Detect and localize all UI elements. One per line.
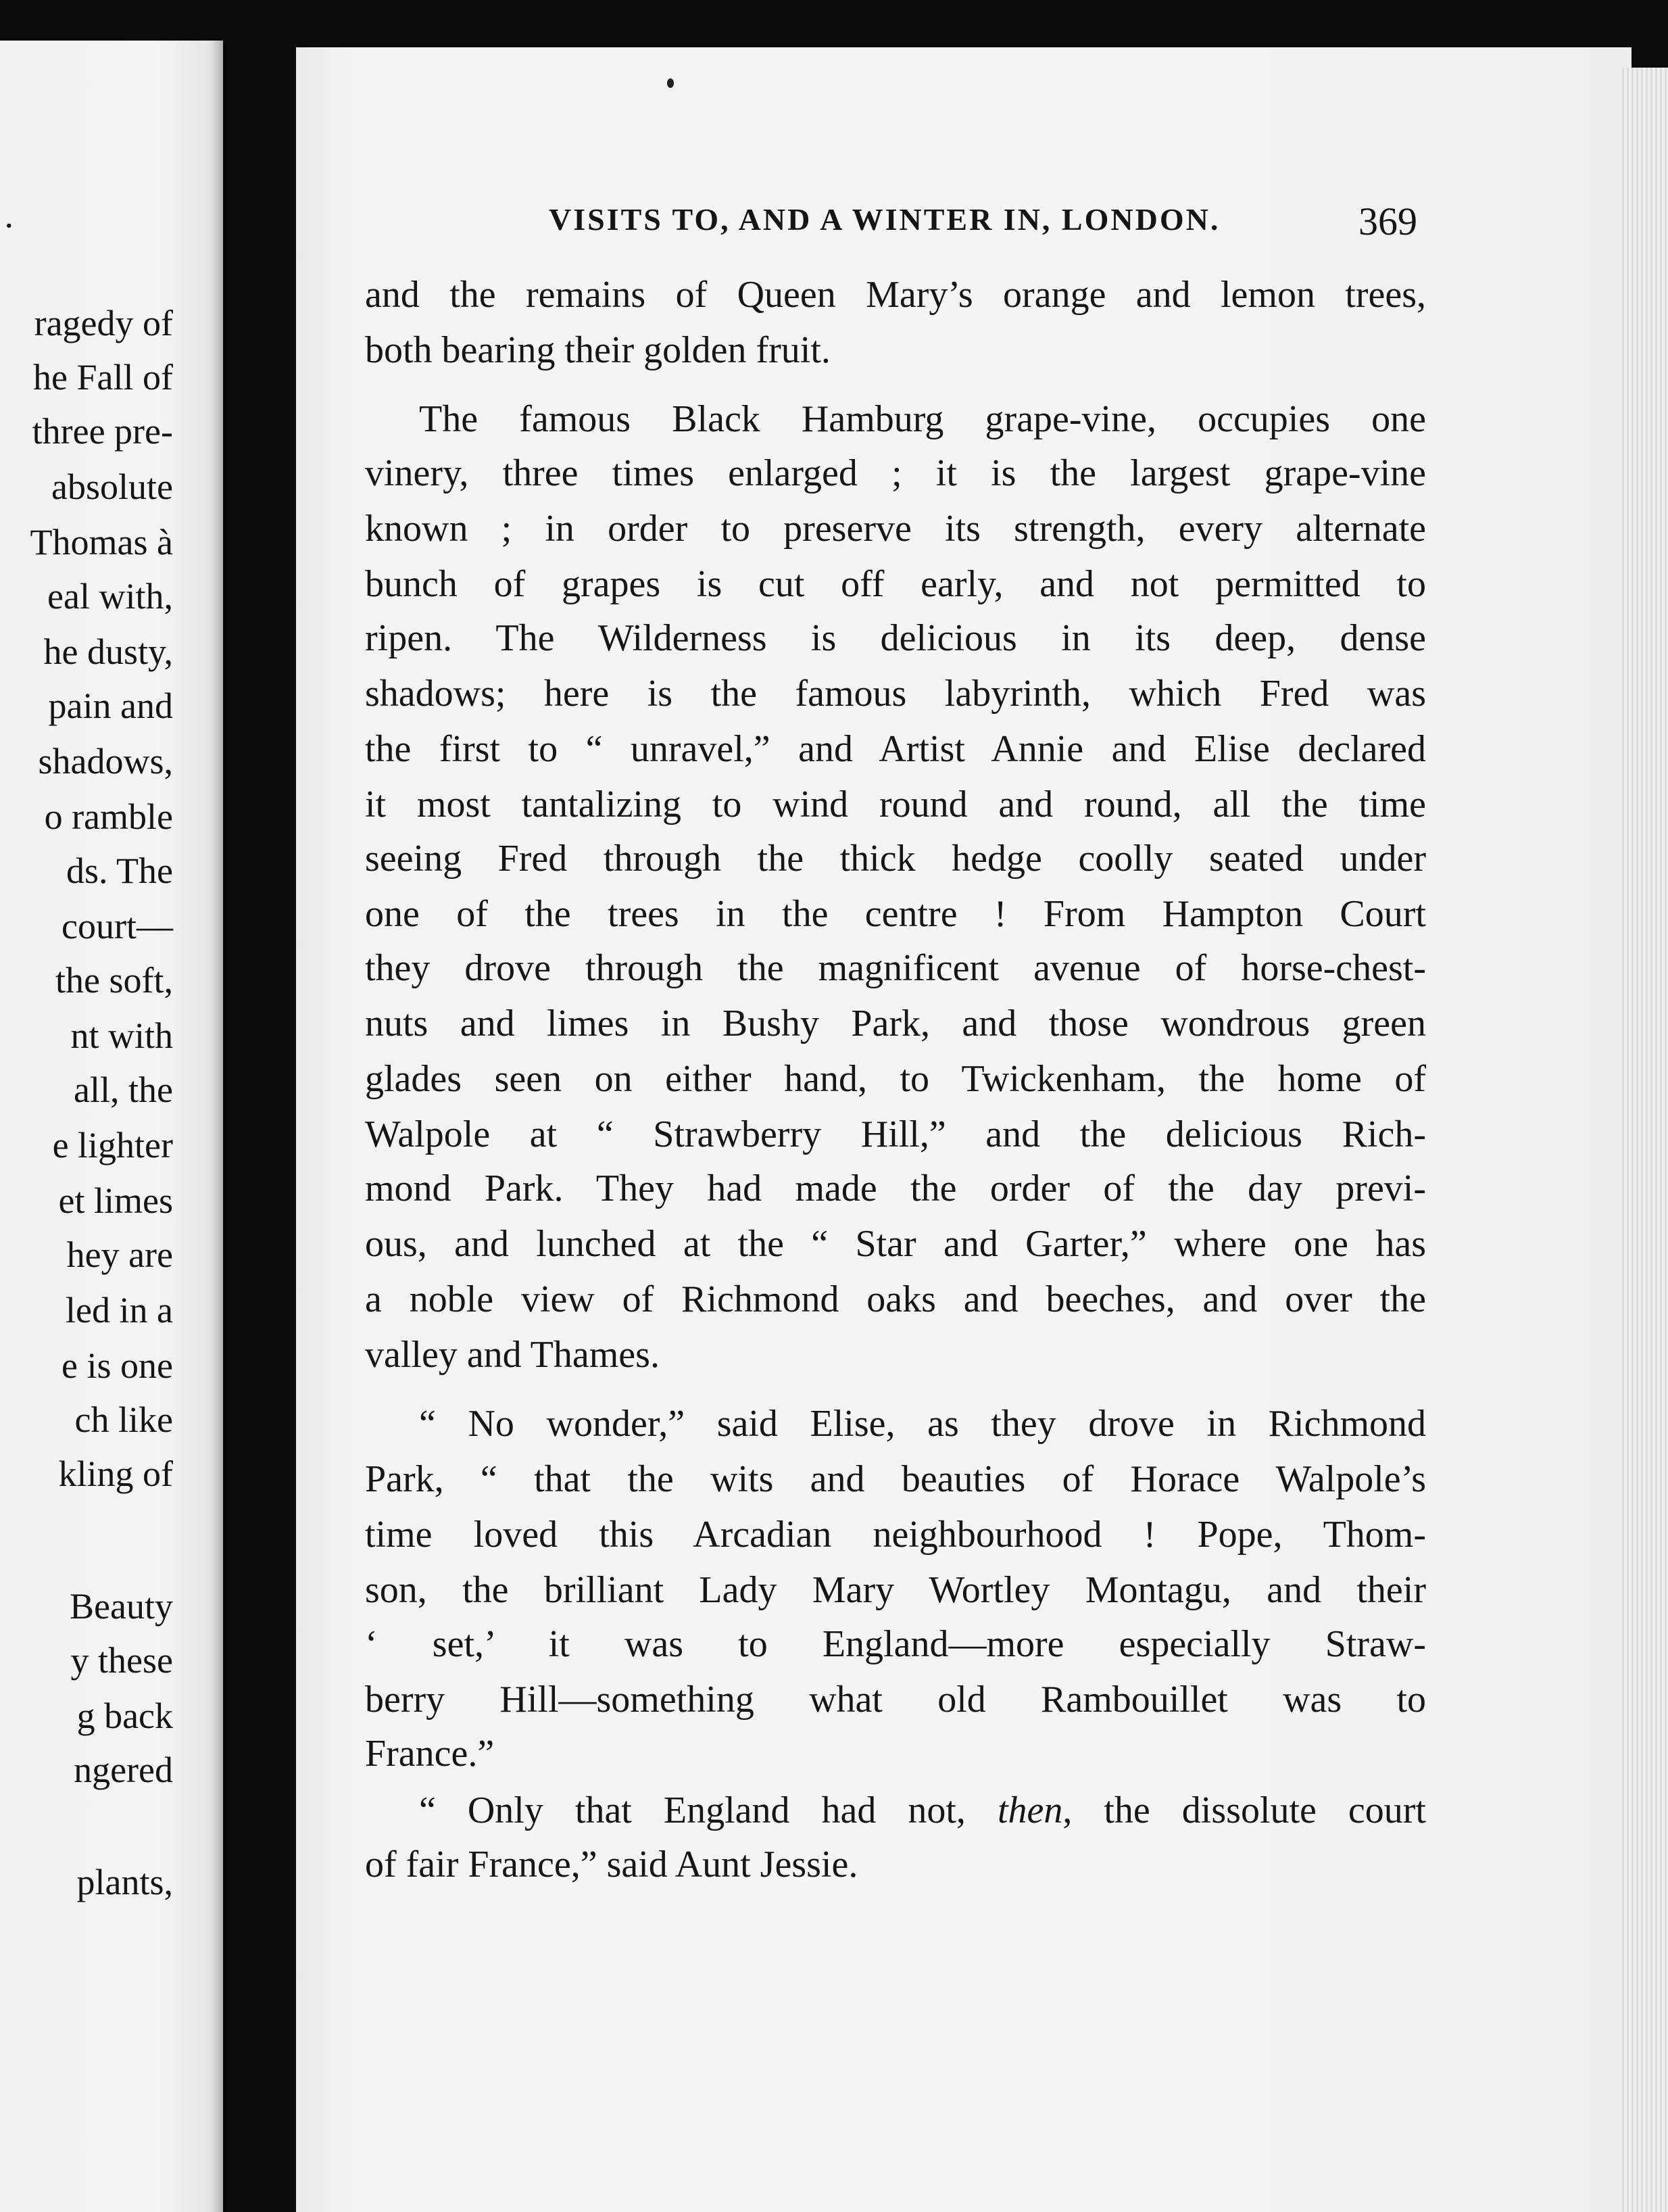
left-page-line: three pre- (32, 411, 173, 452)
text-line: glades seen on either hand, to Twickenham, the home of (365, 1058, 1426, 1100)
page-number: 369 (1358, 199, 1417, 243)
text-line: France.” (365, 1733, 495, 1775)
left-page-line: et limes (58, 1180, 173, 1221)
text-line: mond Park. They had made the order of the day previ- (365, 1168, 1426, 1209)
text-line: it most tantalizing to wind round and round, all the time (365, 784, 1426, 825)
text-line: a noble view of Richmond oaks and beeches, and over the (365, 1278, 1426, 1320)
text-line: they drove through the magnificent avenue of horse-chest- (365, 947, 1426, 989)
text-line: “ No wonder,” said Elise, as they drove in Richmond (419, 1403, 1426, 1445)
left-page-line: eal with, (47, 576, 173, 617)
text-line: son, the brilliant Lady Mary Wortley Montagu, and their (365, 1569, 1426, 1611)
text-segment: “ Only that England had not, (419, 1789, 998, 1831)
ink-dot (667, 78, 674, 88)
left-page-line: pain and (48, 686, 173, 726)
left-page-line: kling of (58, 1453, 173, 1494)
italic-word: then (997, 1789, 1063, 1831)
running-head: VISITS TO, AND A WINTER IN, LONDON. (549, 202, 1221, 237)
left-page-line: led in a (66, 1290, 173, 1330)
left-page-line: hey are (66, 1234, 173, 1275)
left-page-line: ragedy of (34, 303, 173, 343)
left-page-line: plants, (76, 1862, 173, 1902)
text-line: berry Hill—something what old Rambouillet was to (365, 1679, 1426, 1721)
left-facing-page (0, 41, 223, 2212)
text-line: The famous Black Hamburg grape-vine, occupies one (419, 398, 1426, 440)
left-page-line: Beauty (70, 1586, 173, 1627)
left-page-line: ds. The (66, 850, 173, 891)
text-line: seeing Fred through the thick hedge coolly seated under (365, 838, 1426, 880)
left-page-line: . (4, 195, 14, 235)
text-line-with-italic (365, 1789, 1426, 1832)
text-line: the first to “ unravel,” and Artist Annie and Elise declared (365, 728, 1426, 770)
text-line: of fair France,” said Aunt Jessie. (365, 1844, 858, 1885)
left-page-line: e is one (62, 1345, 173, 1386)
text-line: one of the trees in the centre ! From Hampton Court (365, 893, 1426, 935)
left-page-line: all, the (74, 1069, 173, 1110)
text-line: known ; in order to preserve its strength, every alternate (365, 508, 1426, 550)
left-page-line: ch like (74, 1399, 173, 1440)
text-line: Park, “ that the wits and beauties of Horace Walpole’s (365, 1458, 1426, 1500)
text-line: time loved this Arcadian neighbourhood ! Pope, Thom- (365, 1514, 1426, 1556)
text-line: ‘ set,’ it was to England—more especially Straw- (365, 1623, 1426, 1665)
left-page-line: he dusty, (43, 631, 173, 672)
text-line: nuts and limes in Bushy Park, and those wondrous green (365, 1003, 1426, 1044)
page-stack-edge (1622, 68, 1668, 2212)
left-page-line: e lighter (52, 1125, 173, 1165)
left-page-line: shadows, (38, 741, 173, 782)
text-line: and the remains of Queen Mary’s orange and lemon trees, (365, 274, 1426, 316)
text-line: ripen. The Wilderness is delicious in its deep, dense (365, 617, 1426, 659)
book-gutter (223, 41, 296, 2212)
text-line: bunch of grapes is cut off early, and not permitted to (365, 563, 1426, 605)
text-segment: , the dissolute court (1062, 1789, 1426, 1831)
left-page-line: g back (76, 1696, 173, 1736)
left-page-line: court— (62, 906, 173, 946)
text-line: valley and Thames. (365, 1334, 660, 1376)
left-page-line: ngered (74, 1750, 173, 1790)
text-line: vinery, three times enlarged ; it is the largest grape-vine (365, 452, 1426, 494)
left-page-line: absolute (51, 466, 173, 507)
left-page-line: Thomas à (30, 522, 173, 562)
text-line: Walpole at “ Strawberry Hill,” and the delicious Rich- (365, 1113, 1426, 1155)
left-page-line: y these (70, 1640, 173, 1681)
left-page-line: nt with (70, 1015, 173, 1056)
left-page-line: o ramble (44, 796, 173, 837)
left-page-line: he Fall of (33, 357, 173, 398)
text-line: both bearing their golden fruit. (365, 329, 831, 371)
text-line: ous, and lunched at the “ Star and Garter,” where one has (365, 1223, 1426, 1265)
text-line: shadows; here is the famous labyrinth, which Fred was (365, 673, 1426, 715)
left-page-line: the soft, (55, 960, 173, 1001)
